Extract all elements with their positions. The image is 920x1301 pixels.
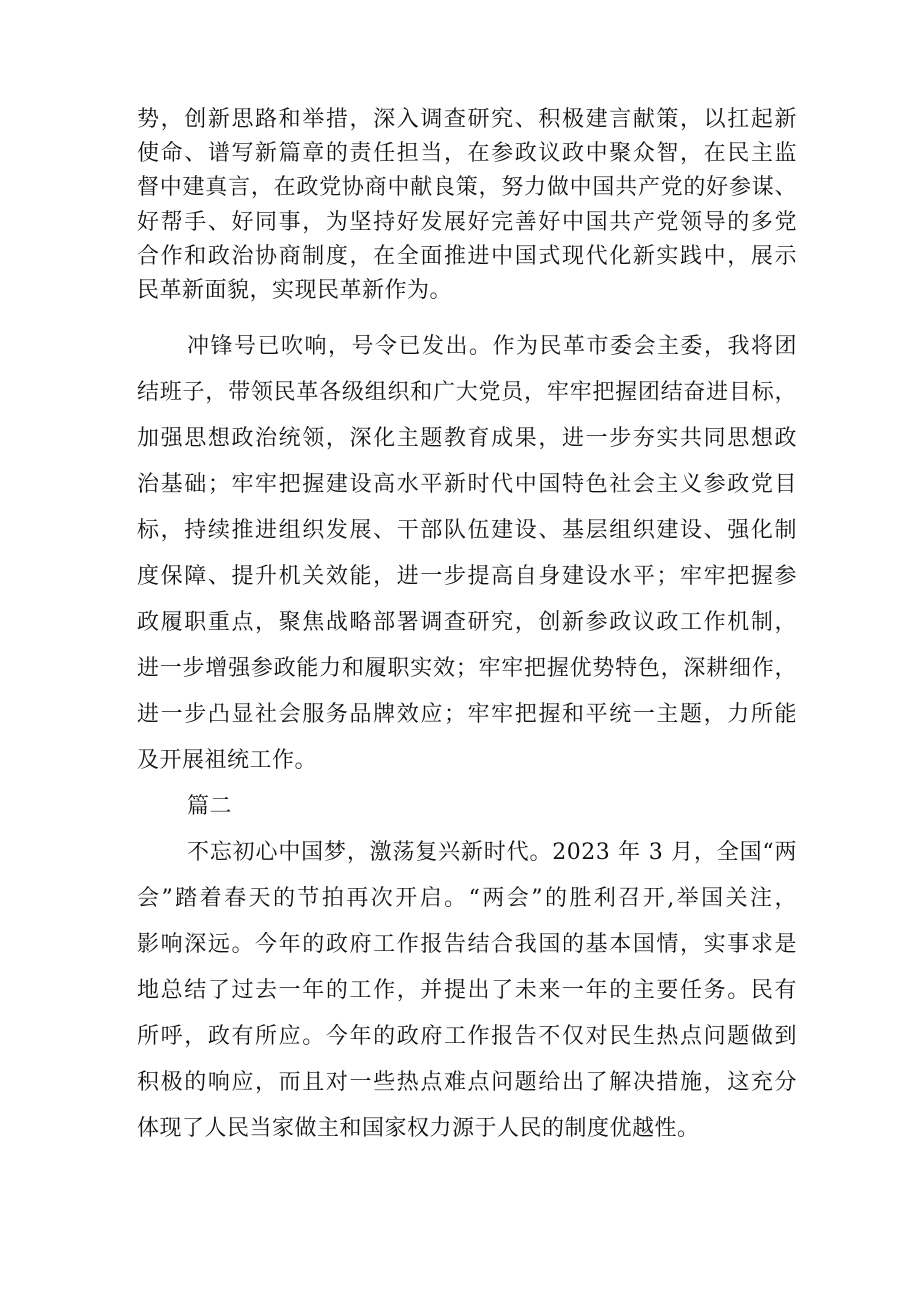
paragraph-line: 影响深远。今年的政府工作报告结合我国的基本国情，实事求是 xyxy=(137,932,797,957)
paragraph-line: 会”踏着春天的节拍再次开启。“两会”的胜利召开,举国关注， xyxy=(137,886,797,911)
paragraph-line: 好帮手、好同事，为坚持好发展好完善好中国共产党领导的多党 xyxy=(137,210,797,235)
paragraph-line: 地总结了过去一年的工作，并提出了未来一年的主要任务。民有 xyxy=(137,978,797,1003)
paragraph-line: 治基础；牢牢把握建设高水平新时代中国特色社会主义参政党目 xyxy=(137,472,797,497)
paragraph-line: 督中建真言，在政党协商中献良策，努力做中国共产党的好参谋、 xyxy=(137,175,797,200)
paragraph-line: 势，创新思路和举措，深入调查研究、积极建言献策，以扛起新 xyxy=(137,107,797,132)
paragraph-line: 政履职重点，聚焦战略部署调查研究，创新参政议政工作机制， xyxy=(137,610,797,635)
paragraph-line: 不忘初心中国梦，激荡复兴新时代。2023 年 3 月，全国“两 xyxy=(187,840,797,865)
paragraph-line: 进一步增强参政能力和履职实效；牢牢把握优势特色，深耕细作， xyxy=(137,656,797,681)
paragraph-line: 所呼，政有所应。今年的政府工作报告不仅对民生热点问题做到 xyxy=(137,1024,797,1049)
paragraph-line: 标，持续推进组织发展、干部队伍建设、基层组织建设、强化制 xyxy=(137,518,797,543)
paragraph-line: 民革新面貌，实现民革新作为。 xyxy=(137,278,453,303)
paragraph-line: 度保障、提升机关效能，进一步提高自身建设水平；牢牢把握参 xyxy=(137,564,797,589)
paragraph-line: 冲锋号已吹响，号令已发出。作为民革市委会主委，我将团 xyxy=(187,334,797,359)
paragraph-line: 加强思想政治统领，深化主题教育成果，进一步夯实共同思想政 xyxy=(137,426,797,451)
paragraph-line: 及开展祖统工作。 xyxy=(137,748,318,773)
paragraph-line: 合作和政治协商制度，在全面推进中国式现代化新实践中，展示 xyxy=(137,244,797,269)
paragraph-line: 积极的响应，而且对一些热点难点问题给出了解决措施，这充分 xyxy=(137,1070,797,1095)
section-heading: 篇二 xyxy=(187,794,233,819)
paragraph-line: 体现了人民当家做主和国家权力源于人民的制度优越性。 xyxy=(137,1116,700,1141)
paragraph-line: 进一步凸显社会服务品牌效应；牢牢把握和平统一主题，力所能 xyxy=(137,702,797,727)
paragraph-line: 使命、谱写新篇章的责任担当，在参政议政中聚众智，在民主监 xyxy=(137,141,797,166)
paragraph-line: 结班子，带领民革各级组织和广大党员，牢牢把握团结奋进目标， xyxy=(137,380,797,405)
